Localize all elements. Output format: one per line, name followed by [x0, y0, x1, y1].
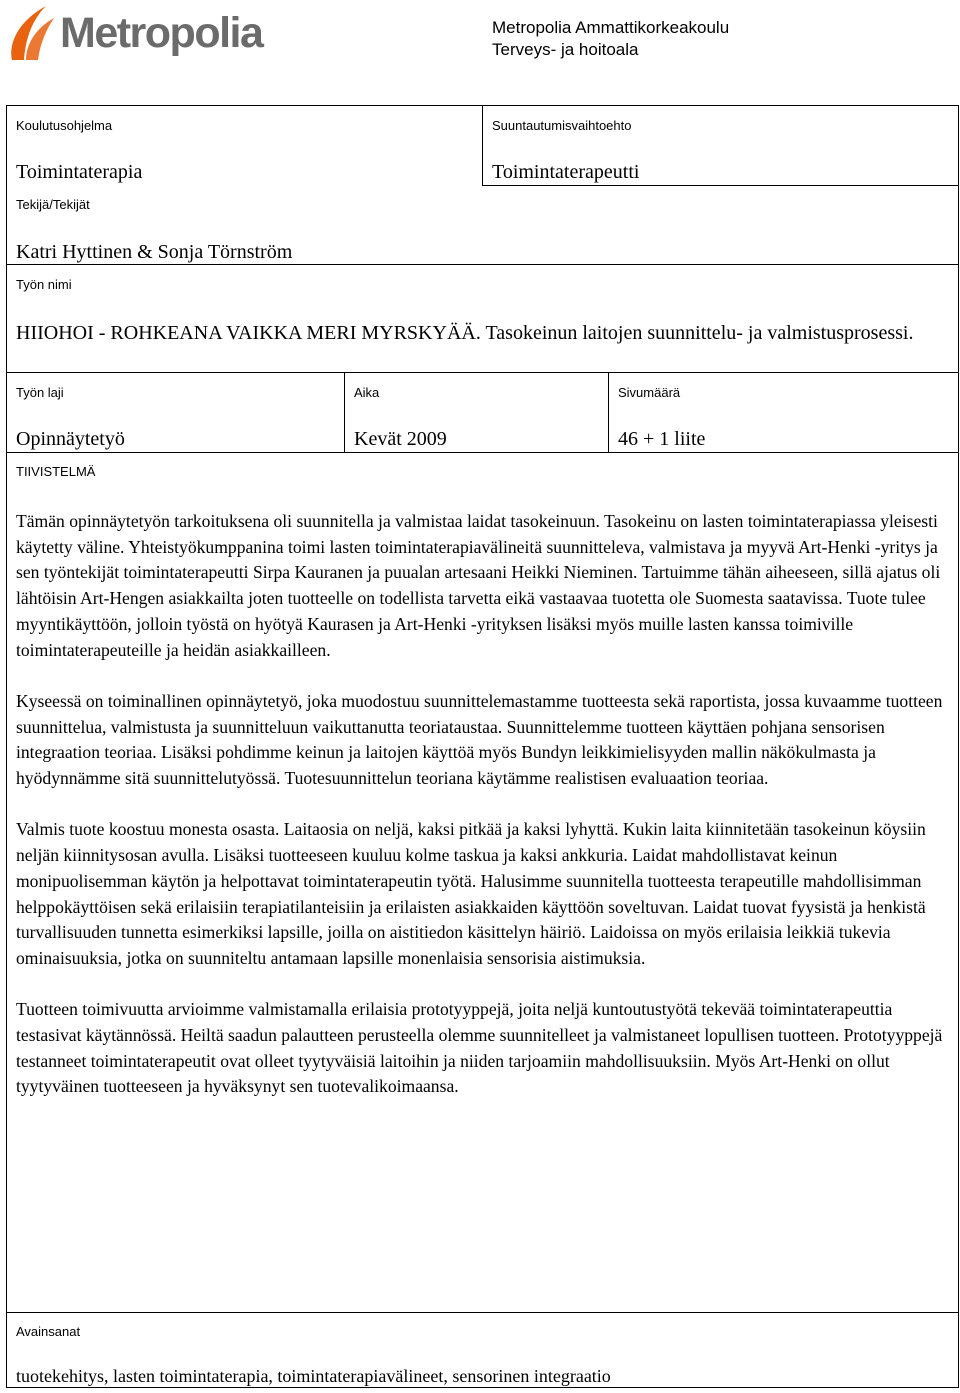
school-department: Terveys- ja hoitoala: [492, 40, 639, 59]
abstract-paragraph: Tuotteen toimivuutta arvioimme valmistamalla erilaisia prototyyppejä, joita neljä kuntoutustyötä tekevää toimintaterapeuttia testasivat käytännössä. Heiltä saadun palautteen perusteella olemme suunnitelleet ja valmistaneet lopullisen tuotteen. Prototyyppejä testanneet toimintaterapeutit ovat olleet tyytyväisiä laitoihin ja niiden tarjoamiin mahdollisuuksiin. Myös Art-Henki on ollut tyytyväinen tuotteeseen ja hyväksynyt sen tuotevalikoimaansa.: [16, 999, 943, 1097]
divider: [7, 452, 958, 453]
thesis-title: HIIOHOI - ROHKEANA VAIKKA MERI MYRSKYÄÄ. Tasokeinun laitojen suunnittelu- ja valmistusprosessi.: [16, 322, 914, 344]
keywords-value: tuotekehitys, lasten toimintaterapia, toimintaterapiavälineet, sensorinen integraatio: [16, 1366, 611, 1386]
abstract-paragraph: Valmis tuote koostuu monesta osasta. Laitaosia on neljä, kaksi pitkää ja kaksi lyhyttä. Kukin laita kiinnitetään tasokeinun köysiin neljän kiinnitysosan avulla. Lisäksi tuotteeseen kuuluu kolme taskua ja kaksi ankkuria. Laidat mahdollistavat keinun monipuolisemman käytön ja helpottavat toimintaterapeutin työtä. Halusimme suunnitella tuotteesta terapeutille mahdollisimman helppokäyttöisen sekä erilaisiin terapiatilanteisiin ja erilaisten asiakkaiden käyttöön soveltuvan. Laidat tuovat fyysistä ja henkistä turvallisuuden tunnetta esimerkiksi lapsille, joilla on aistitiedon käsittelyn häiriö. Laidoissa on myös erilaisia leikkiä tukevia ominaisuuksia, jotka on suunniteltu antamaan lapsille monenlaisia sensorisia aistimuksia.: [16, 819, 926, 968]
authors-value: Katri Hyttinen & Sonja Törnström: [16, 241, 293, 263]
divider: [7, 264, 958, 265]
abstract-body: [16, 509, 951, 1126]
authors-label: Tekijä/Tekijät: [16, 197, 90, 212]
divider: [7, 1312, 958, 1313]
program-label: Koulutusohjelma: [16, 118, 113, 133]
program-value: Toimintaterapia: [16, 161, 143, 183]
keywords-label: Avainsanat: [16, 1324, 81, 1339]
time-label: Aika: [354, 385, 380, 400]
abstract-paragraph: Kyseessä on toiminallinen opinnäytetyö, joka muodostuu suunnittelemastamme tuotteesta sekä raportista, jossa kuvaamme tuotteen suunnittelua, valmistusta ja suunnitteluun vaikuttanutta teoriataustaa. Suunnittelemme tuotteen käyttäen pohjana sensorisen integraation teoriaa. Lisäksi pohdimme keinun ja laitojen käyttöä myös Bundyn leikkimielisyyden mallin näkökulmasta ja hyödynnämme sitä suunnittelutyössä. Tuotesuunnittelun teoriana käytämme realistisen evaluaation teoriaa.: [16, 690, 943, 789]
metropolia-logo: [6, 2, 276, 64]
abstract-paragraph: Tämän opinnäytetyön tarkoituksena oli suunnitella ja valmistaa laidat tasokeinuun. Tasokeinu on lasten toimintaterapiassa yleisesti käytetty väline. Yhteistyökumppanina toimi lasten toimintaterapiavälineitä suunnitteleva, valmistava ja myyvä Art-Henki -yritys ja sen työntekijät toimintaterapeutti Sirpa Kauranen ja puualan artesaani Heikki Nieminen. Tartuimme tähän aiheeseen, sillä ajatus oli lähtöisin Art-Hengen asiakkailta joten tuotteelle on todellista tarvetta eikä vastaavaa tuotetta ole Suomesta saatavissa. Tuote tulee myyntikäyttöön, jolloin työstä on hyötyä Kaurasen ja Art-Henki -yrityksen lisäksi myös muille lasten kanssa toimiville toimintaterapeuteille ja heidän asiakkailleen.: [16, 511, 941, 660]
divider: [608, 372, 609, 452]
time-value: Kevät 2009: [354, 428, 447, 450]
divider: [7, 372, 958, 373]
abstract-label: TIIVISTELMÄ: [16, 464, 96, 479]
divider: [482, 106, 483, 185]
pages-value: 46 + 1 liite: [618, 428, 706, 450]
school-name: Metropolia Ammattikorkeakoulu: [492, 18, 730, 37]
title-label: Työn nimi: [16, 277, 72, 292]
orientation-label: Suuntautumisvaihtoehto: [492, 118, 632, 133]
orientation-value: Toimintaterapeutti: [492, 161, 640, 183]
pages-label: Sivumäärä: [618, 385, 681, 400]
type-value: Opinnäytetyö: [16, 428, 125, 450]
school-info: [492, 17, 729, 61]
divider: [344, 372, 345, 452]
divider: [482, 185, 958, 186]
type-label: Työn laji: [16, 385, 64, 400]
flame-logo-icon: [6, 2, 66, 64]
abstract-form: [6, 105, 959, 1388]
logo-wordmark: Metropolia: [60, 9, 263, 57]
